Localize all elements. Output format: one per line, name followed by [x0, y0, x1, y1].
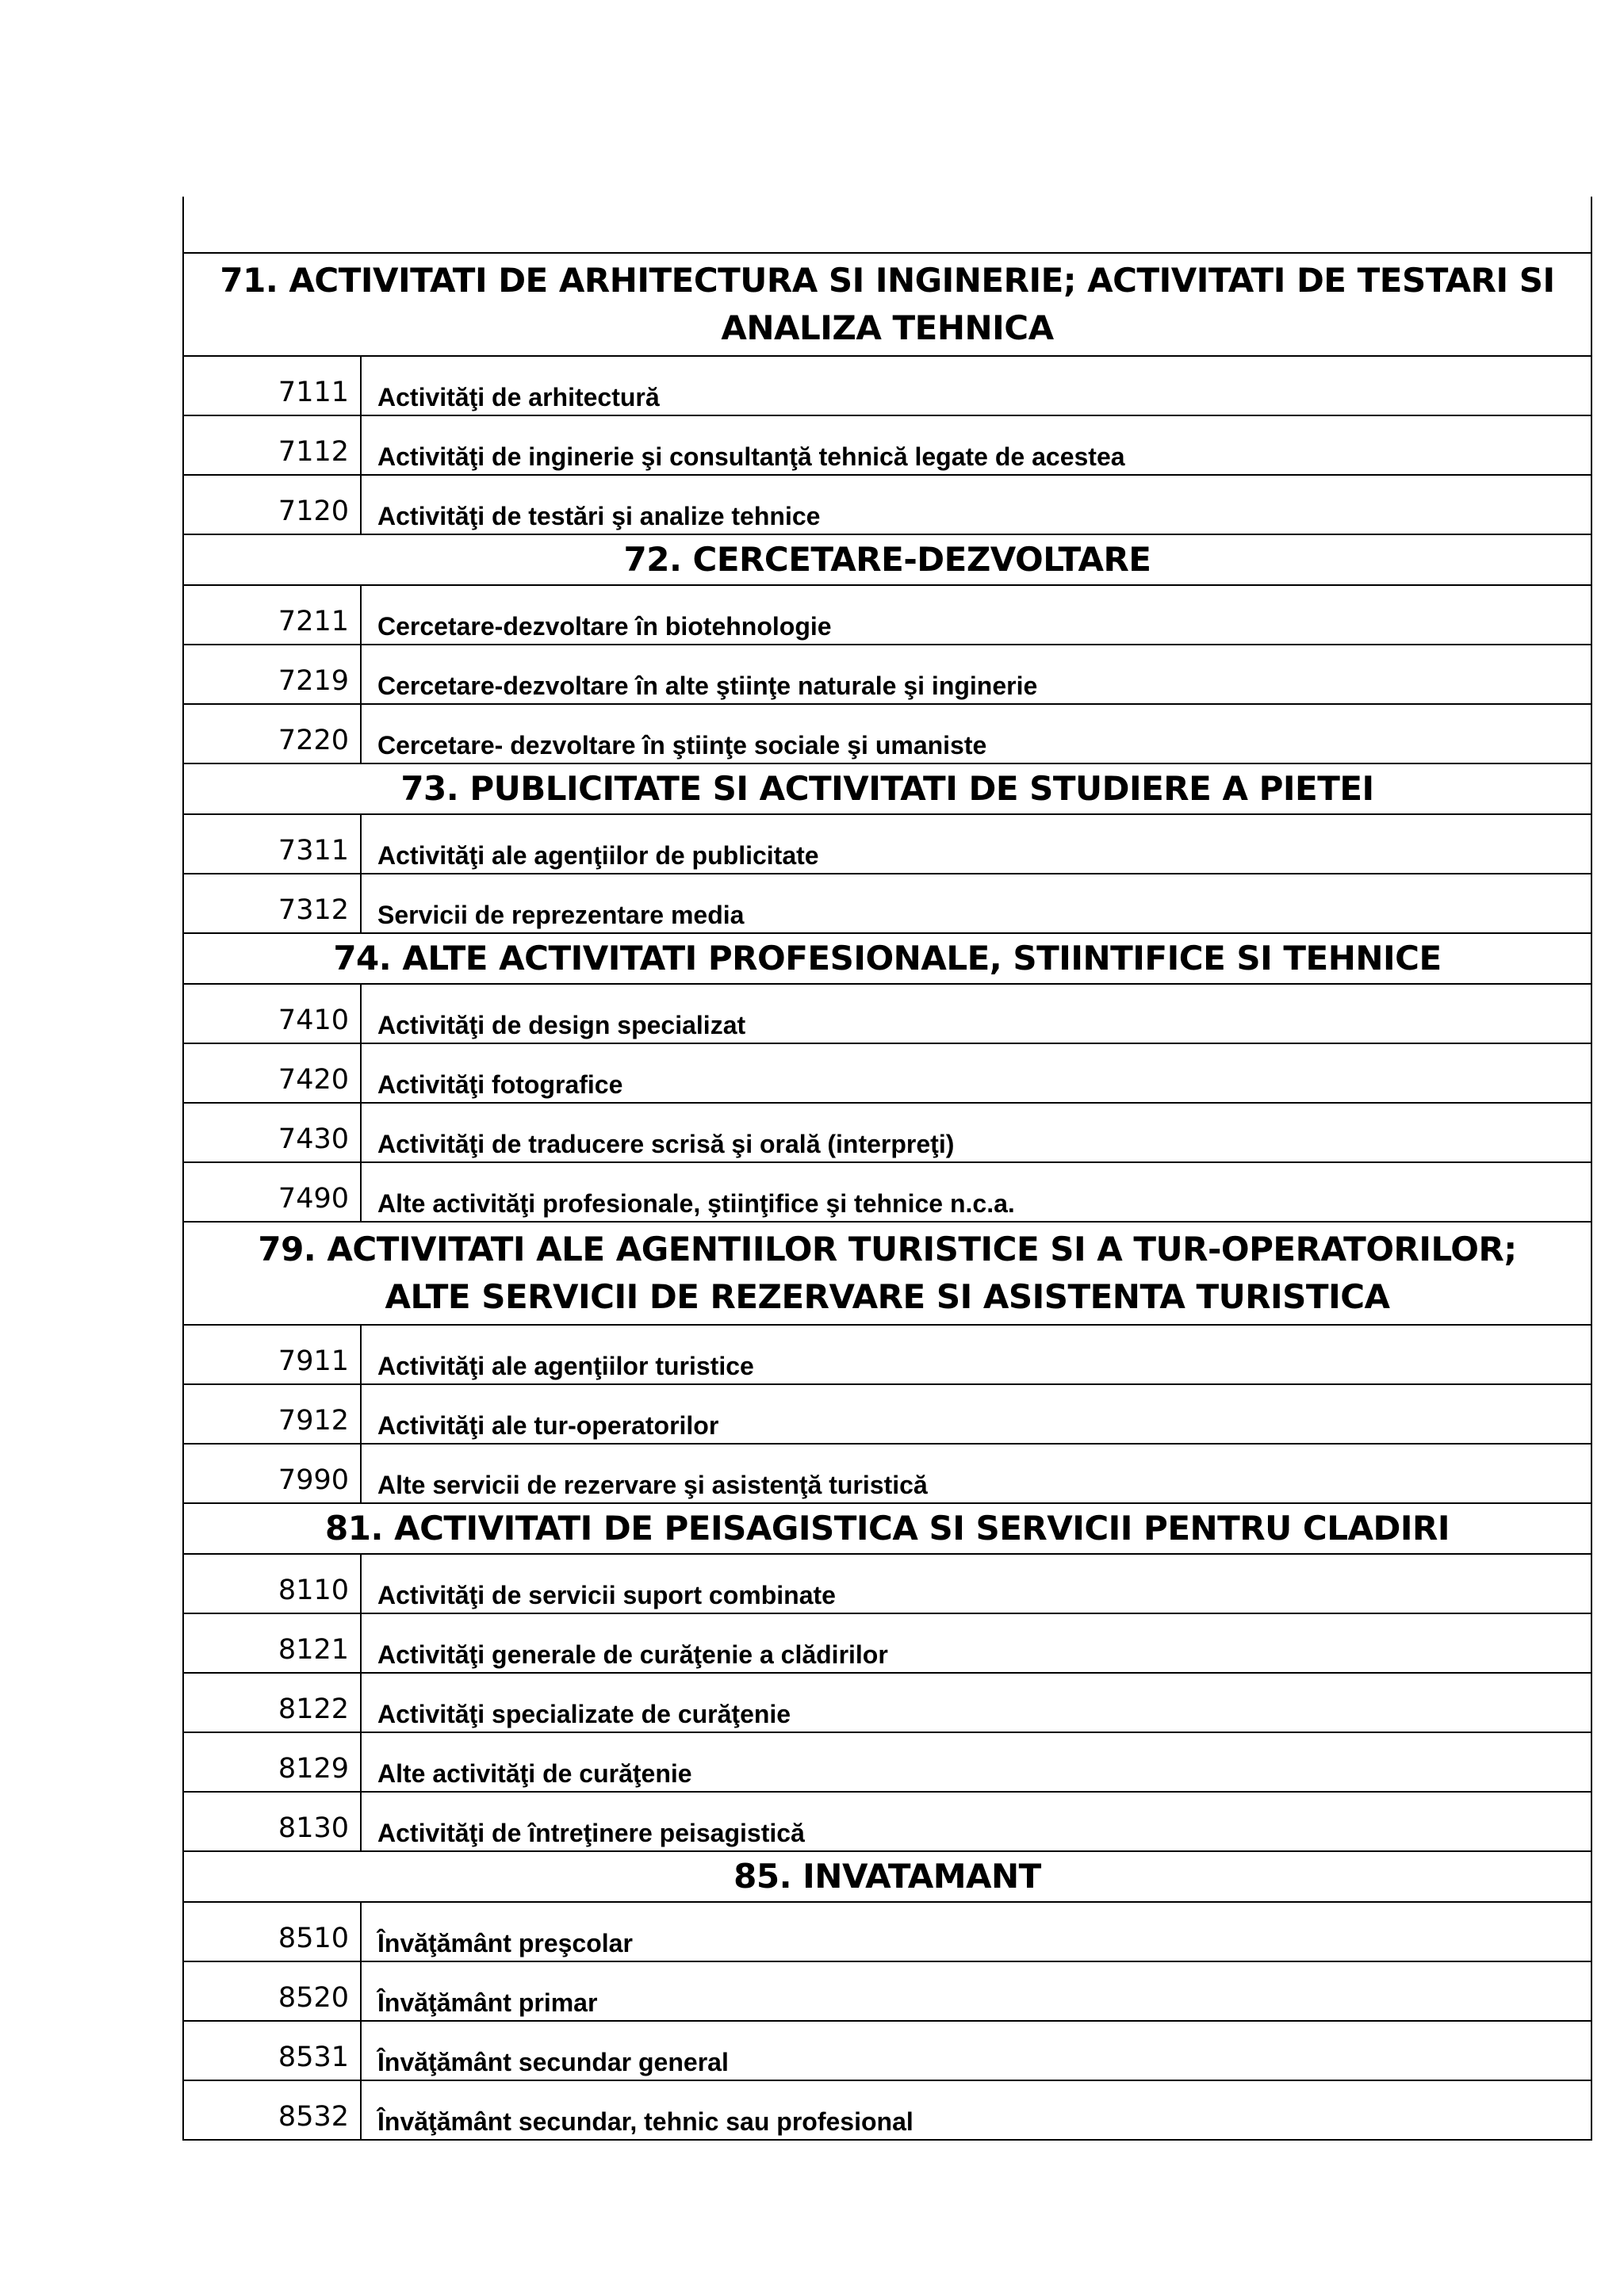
section-title: 71. ACTIVITATI DE ARHITECTURA SI INGINERIE; ACTIVITATI DE TESTARI SI ANALIZA TEHNICA — [183, 253, 1591, 356]
activity-code: 7120 — [183, 475, 361, 534]
table-row — [183, 1554, 1591, 1613]
activity-description: Activităţi fotografice — [361, 1043, 1591, 1103]
activity-code: 8121 — [183, 1613, 361, 1673]
section-header-row — [183, 1851, 1591, 1902]
activity-code: 7430 — [183, 1103, 361, 1162]
section-header-row — [183, 933, 1591, 984]
activity-description: Învăţământ primar — [361, 1961, 1591, 2021]
activity-description: Cercetare- dezvoltare în ştiinţe sociale şi umaniste — [361, 704, 1591, 763]
section-header-row — [183, 1503, 1591, 1554]
activity-description: Cercetare-dezvoltare în alte ştiinţe naturale şi inginerie — [361, 645, 1591, 704]
table-row — [183, 645, 1591, 704]
activity-description: Activităţi de întreţinere peisagistică — [361, 1792, 1591, 1851]
activity-code: 8532 — [183, 2080, 361, 2140]
table-row — [183, 1162, 1591, 1222]
activity-description: Activităţi de arhitectură — [361, 356, 1591, 415]
table-row — [183, 475, 1591, 534]
activity-description: Învăţământ secundar general — [361, 2021, 1591, 2080]
activity-description: Activităţi de design specializat — [361, 984, 1591, 1043]
activity-code: 7410 — [183, 984, 361, 1043]
table-row — [183, 1103, 1591, 1162]
table-row — [183, 1673, 1591, 1732]
table-row — [183, 1961, 1591, 2021]
table-row — [183, 1043, 1591, 1103]
activity-description: Activităţi de testări şi analize tehnice — [361, 475, 1591, 534]
table-row — [183, 814, 1591, 874]
table-row — [183, 1732, 1591, 1792]
activity-code: 7111 — [183, 356, 361, 415]
table-row — [183, 1325, 1591, 1384]
table-row — [183, 1792, 1591, 1851]
activity-code: 7220 — [183, 704, 361, 763]
activity-code: 7112 — [183, 415, 361, 475]
activity-code: 7211 — [183, 585, 361, 645]
activity-description: Activităţi generale de curăţenie a clădirilor — [361, 1613, 1591, 1673]
activity-code: 8531 — [183, 2021, 361, 2080]
activity-code: 7912 — [183, 1384, 361, 1444]
activity-code: 8510 — [183, 1902, 361, 1961]
activity-code: 7312 — [183, 874, 361, 933]
section-header-row — [183, 1222, 1591, 1325]
activity-description: Activităţi ale agenţiilor de publicitate — [361, 814, 1591, 874]
activity-description: Alte servicii de rezervare şi asistenţă turistică — [361, 1444, 1591, 1503]
table-row — [183, 984, 1591, 1043]
section-title: 72. CERCETARE-DEZVOLTARE — [183, 534, 1591, 585]
activity-code: 7990 — [183, 1444, 361, 1503]
table-row — [183, 874, 1591, 933]
table-row — [183, 1444, 1591, 1503]
section-title: 81. ACTIVITATI DE PEISAGISTICA SI SERVICII PENTRU CLADIRI — [183, 1503, 1591, 1554]
table-row — [183, 1384, 1591, 1444]
activity-description: Cercetare-dezvoltare în biotehnologie — [361, 585, 1591, 645]
table-row — [183, 1902, 1591, 1961]
activity-description: Alte activităţi de curăţenie — [361, 1732, 1591, 1792]
activity-code: 8520 — [183, 1961, 361, 2021]
section-title: 73. PUBLICITATE SI ACTIVITATI DE STUDIERE A PIETEI — [183, 763, 1591, 814]
table-top-blank-row — [183, 197, 1591, 253]
activity-code: 7911 — [183, 1325, 361, 1384]
activity-code: 7311 — [183, 814, 361, 874]
activity-description: Activităţi ale agenţiilor turistice — [361, 1325, 1591, 1384]
activity-code: 8129 — [183, 1732, 361, 1792]
section-title: 85. INVATAMANT — [183, 1851, 1591, 1902]
activity-description: Învăţământ preşcolar — [361, 1902, 1591, 1961]
table-row — [183, 585, 1591, 645]
activity-description: Activităţi de servicii suport combinate — [361, 1554, 1591, 1613]
activity-code: 8122 — [183, 1673, 361, 1732]
section-header-row — [183, 253, 1591, 356]
section-header-row — [183, 534, 1591, 585]
caen-codes-table — [182, 197, 1592, 2141]
activity-code: 8110 — [183, 1554, 361, 1613]
table-row — [183, 704, 1591, 763]
table-row — [183, 2080, 1591, 2140]
activity-description: Activităţi de traducere scrisă şi orală (interpreţi) — [361, 1103, 1591, 1162]
activity-description: Alte activităţi profesionale, ştiinţifice şi tehnice n.c.a. — [361, 1162, 1591, 1222]
activity-code: 7490 — [183, 1162, 361, 1222]
activity-code: 7420 — [183, 1043, 361, 1103]
table-row — [183, 1613, 1591, 1673]
section-title: 74. ALTE ACTIVITATI PROFESIONALE, STIINTIFICE SI TEHNICE — [183, 933, 1591, 984]
activity-description: Activităţi de inginerie şi consultanţă tehnică legate de acestea — [361, 415, 1591, 475]
activity-description: Activităţi specializate de curăţenie — [361, 1673, 1591, 1732]
table-row — [183, 2021, 1591, 2080]
activity-description: Învăţământ secundar, tehnic sau profesional — [361, 2080, 1591, 2140]
table-row — [183, 356, 1591, 415]
activity-code: 7219 — [183, 645, 361, 704]
activity-description: Servicii de reprezentare media — [361, 874, 1591, 933]
section-header-row — [183, 763, 1591, 814]
activity-code: 8130 — [183, 1792, 361, 1851]
table-row — [183, 415, 1591, 475]
section-title: 79. ACTIVITATI ALE AGENTIILOR TURISTICE SI A TUR-OPERATORILOR; ALTE SERVICII DE REZERVARE SI ASISTENTA TURISTICA — [183, 1222, 1591, 1325]
activity-description: Activităţi ale tur-operatorilor — [361, 1384, 1591, 1444]
